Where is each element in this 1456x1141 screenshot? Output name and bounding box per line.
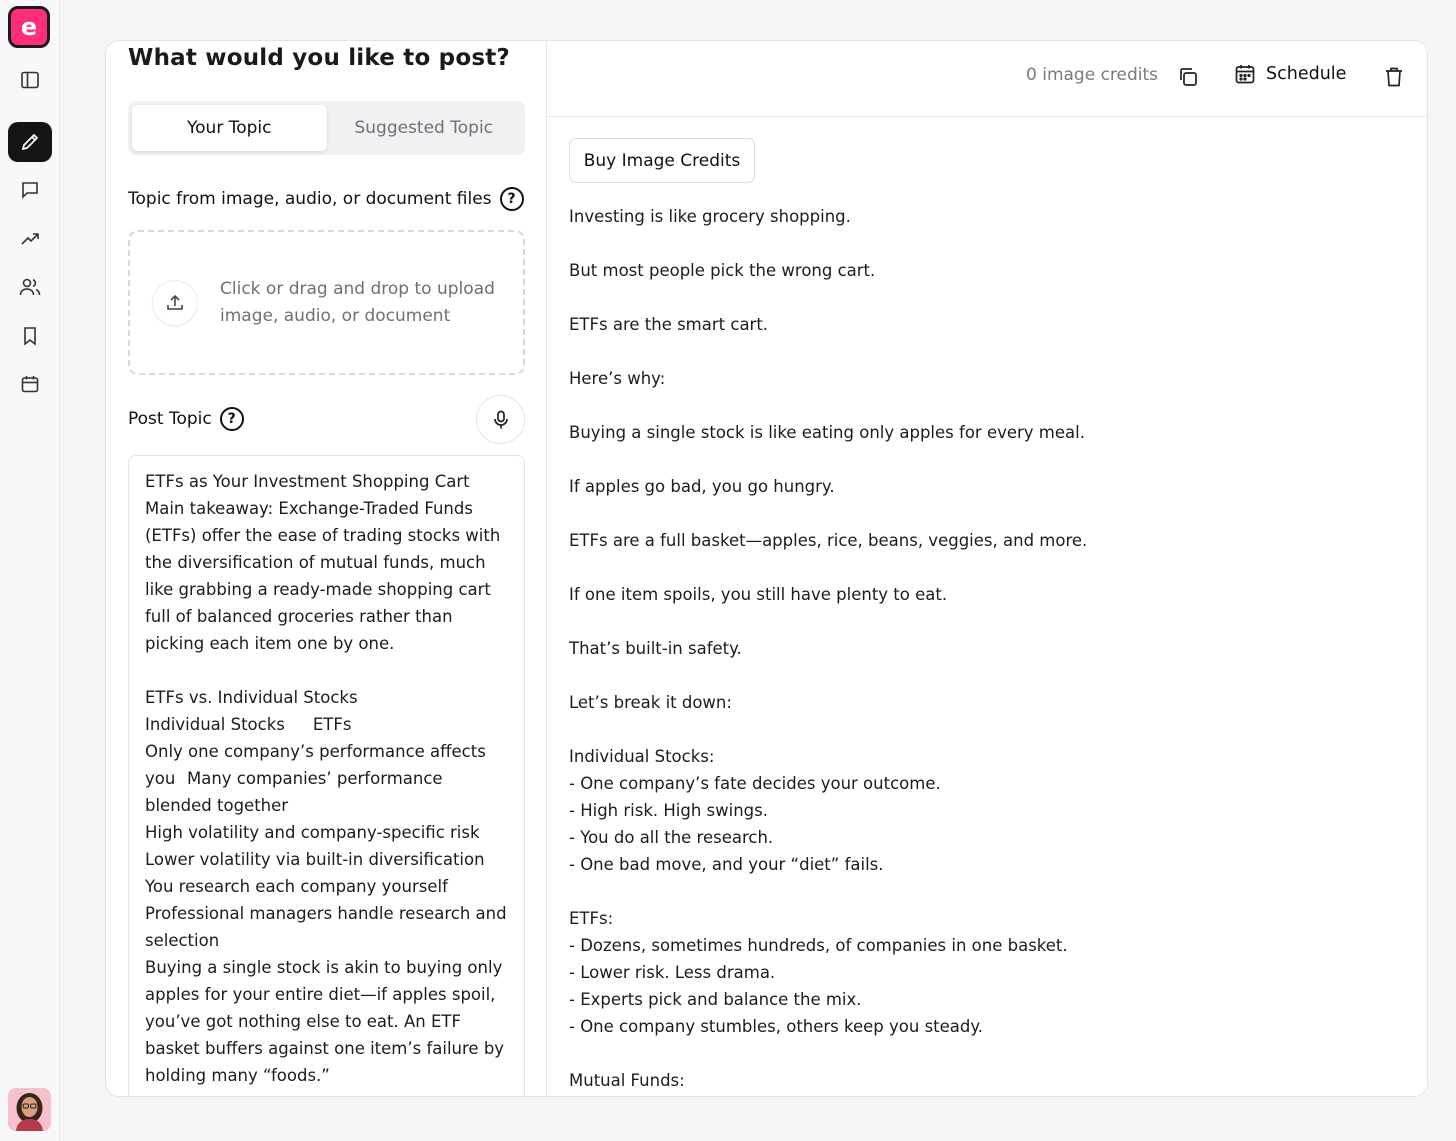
file-dropzone[interactable] (128, 230, 525, 375)
post-topic-label: Post Topic (128, 409, 212, 429)
post-blank-line (569, 284, 1309, 311)
dropzone-hint (220, 276, 495, 330)
post-line: Mutual Funds: (569, 1071, 685, 1090)
post-line: ETFs: (569, 909, 614, 928)
post-line: - Experts pick and balance the mix. (569, 990, 862, 1009)
post-line: - One company’s fate decides your outcome. (569, 774, 941, 793)
output-toolbar (548, 41, 1427, 117)
post-blank-line (569, 608, 1309, 635)
post-line: If one item spoils, you still have plenty to eat. (569, 585, 948, 604)
post-blank-line (569, 500, 1309, 527)
post-line: Individual Stocks: (569, 747, 715, 766)
trash-icon[interactable] (1380, 63, 1408, 91)
post-line: ETFs are a full basket—apples, rice, beans, veggies, and more. (569, 531, 1088, 550)
dropzone-hint-line2: image, audio, or document (220, 305, 451, 326)
post-blank-line (569, 230, 1309, 257)
output-panel (548, 41, 1427, 1096)
copy-icon[interactable] (1174, 63, 1202, 91)
post-blank-line (569, 446, 1309, 473)
post-line: - You do all the research. (569, 828, 774, 847)
generated-post[interactable] (569, 203, 1309, 1094)
post-line: - One company stumbles, others keep you steady. (569, 1017, 984, 1036)
post-blank-line (569, 554, 1309, 581)
tab-your-topic[interactable]: Your Topic (132, 105, 327, 151)
post-line: That’s built-in safety. (569, 639, 742, 658)
post-line: ETFs are the smart cart. (569, 315, 769, 334)
post-blank-line (569, 662, 1309, 689)
analytics-trend-icon[interactable] (8, 219, 52, 259)
schedule-button[interactable] (1234, 63, 1346, 85)
post-blank-line (569, 392, 1309, 419)
calendar-icon (1234, 63, 1256, 85)
post-line: Let’s break it down: (569, 693, 732, 712)
schedule-label: Schedule (1266, 64, 1347, 84)
post-topic-textarea[interactable]: ETFs as Your Investment Shopping Cart Main takeaway: Exchange-Traded Funds (ETFs) offer the ease of trading stocks with the diversification of mutual funds, much like grabbing a ready-made shopping cart full of balanced groceries rather than picking each item one by one. ETFs vs. Individual Stocks Individual Stocks ETFs Only one company’s performance affects you Many companies’ performance blended together High volatility and company-specific risk Lower volatility via built-in diversification You research each company yourself Professional managers handle research and selection Buying a single stock is akin to buying only apples for your entire diet—if apples spoil, you’ve got nothing else to eat. An ETF basket buffers against one item’s failure by holding many “foods.” (128, 455, 525, 1097)
post-topic-label-row (128, 407, 244, 431)
post-line: - One bad move, and your “diet” fails. (569, 855, 884, 874)
post-line: - Lower risk. Less drama. (569, 963, 776, 982)
post-line: If apples go bad, you go hungry. (569, 477, 835, 496)
help-icon[interactable]: ? (500, 187, 524, 211)
dropzone-hint-line1: Click or drag and drop to upload (220, 278, 495, 299)
microphone-icon (492, 410, 510, 430)
image-credits-count: 0 image credits (1026, 65, 1159, 85)
topic-panel (106, 41, 547, 1096)
left-rail (0, 0, 60, 1141)
sidebar-toggle-icon[interactable] (8, 60, 52, 100)
post-blank-line (569, 338, 1309, 365)
post-blank-line (569, 1040, 1309, 1067)
upload-icon (152, 280, 198, 326)
compose-pencil-icon[interactable] (8, 122, 52, 162)
microphone-button[interactable] (476, 395, 525, 444)
buy-image-credits-button[interactable]: Buy Image Credits (569, 138, 755, 183)
app-logo[interactable]: e (8, 6, 50, 48)
tab-suggested-topic[interactable]: Suggested Topic (354, 118, 494, 138)
saved-bookmark-icon[interactable] (8, 316, 52, 356)
post-line: - Dozens, sometimes hundreds, of companies in one basket. (569, 936, 1068, 955)
post-line: Here’s why: (569, 369, 666, 388)
post-line: - High risk. High swings. (569, 801, 768, 820)
upload-label: Topic from image, audio, or document files (128, 189, 492, 209)
post-blank-line (569, 878, 1309, 905)
help-icon[interactable]: ? (220, 407, 244, 431)
page-title: What would you like to post? (128, 45, 510, 71)
user-avatar[interactable] (8, 1088, 51, 1131)
post-line: Buying a single stock is like eating only apples for every meal. (569, 423, 1085, 442)
topic-source-tabs (128, 101, 525, 155)
post-line: But most people pick the wrong cart. (569, 261, 876, 280)
post-line: Investing is like grocery shopping. (569, 207, 851, 226)
post-blank-line (569, 716, 1309, 743)
audience-users-icon[interactable] (8, 267, 52, 307)
comments-icon[interactable] (8, 170, 52, 210)
upload-label-row (128, 187, 524, 211)
composer-card (105, 40, 1428, 1097)
calendar-icon[interactable] (8, 364, 52, 404)
